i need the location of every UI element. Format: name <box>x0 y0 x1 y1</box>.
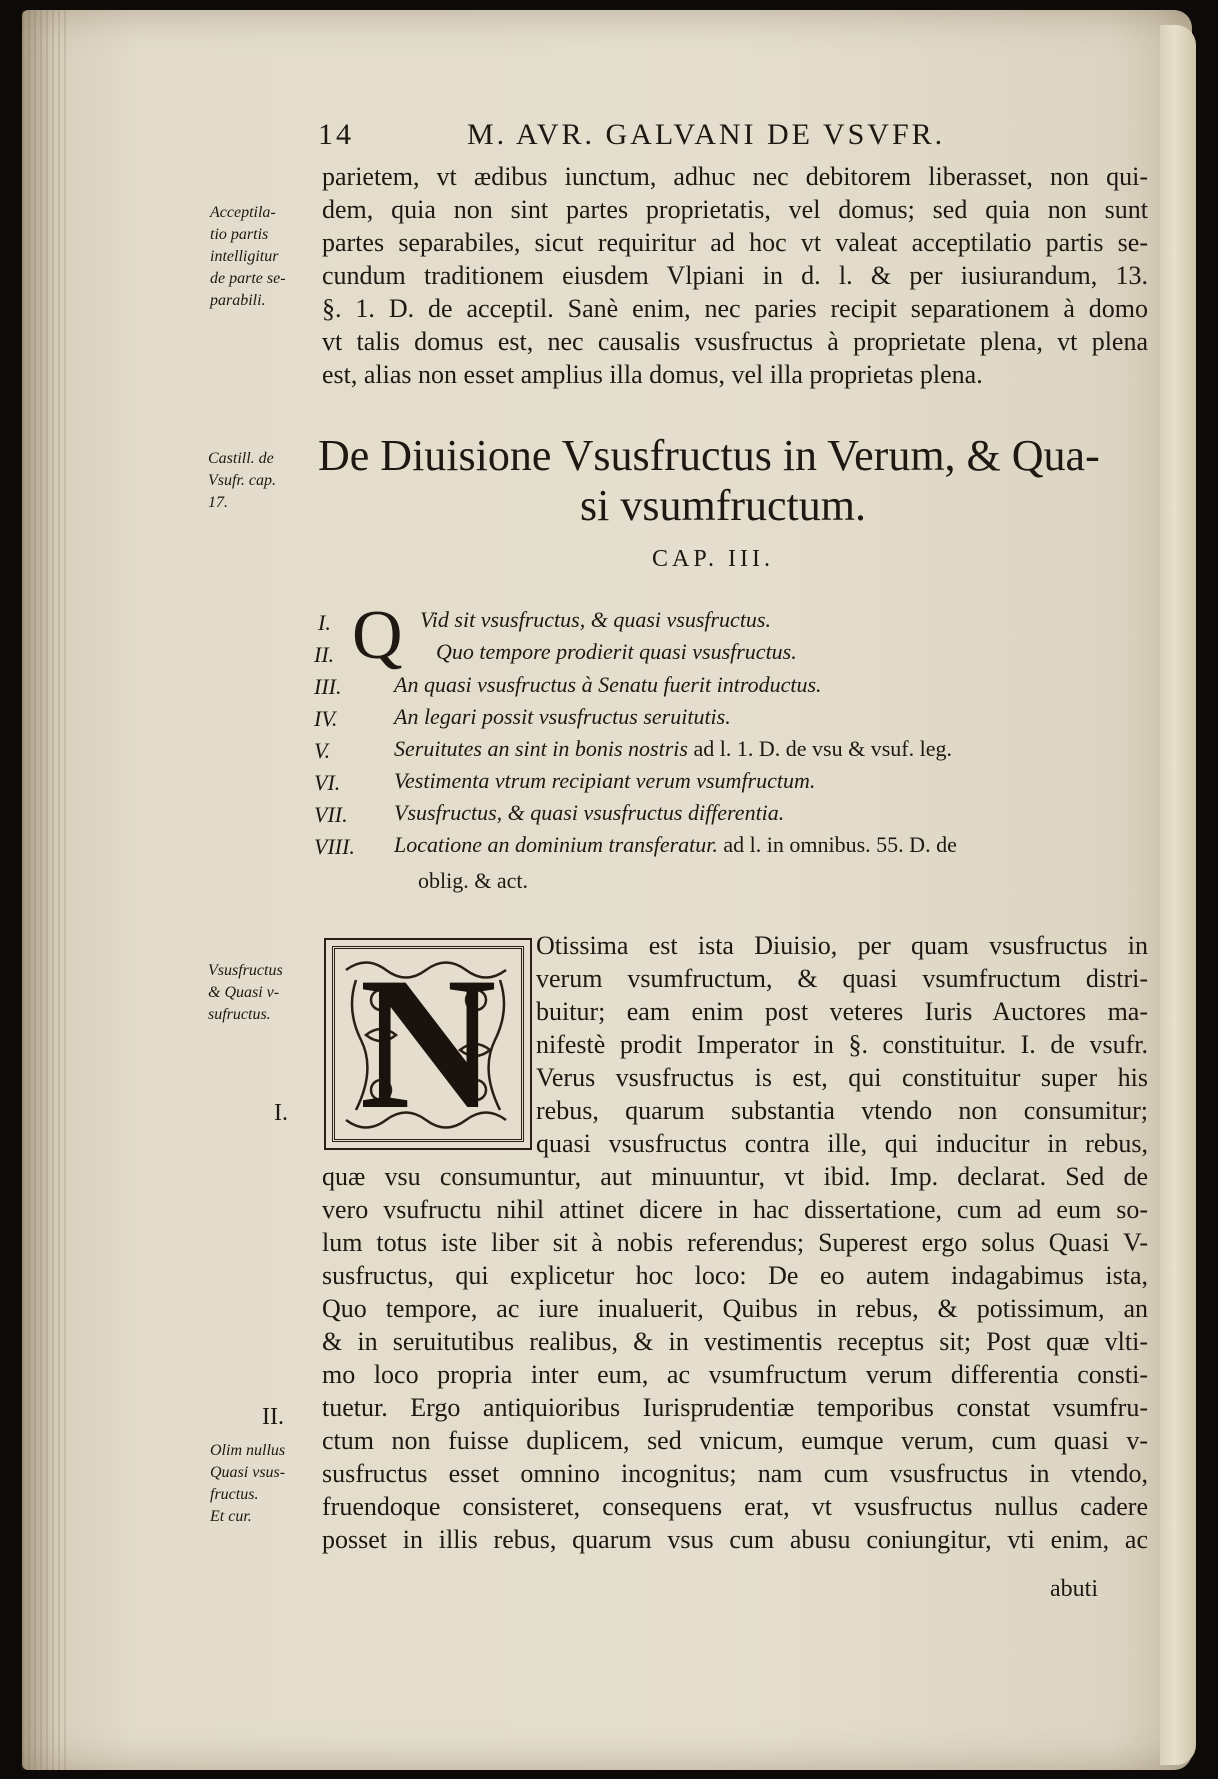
summary-number: VI. <box>314 770 341 795</box>
page-gutter <box>22 10 68 1770</box>
summary-item: Vid sit vsusfructus, & quasi vsusfructus. <box>420 607 771 632</box>
margin-note-line: sufructus. <box>208 1006 271 1023</box>
summary-item: Vestimenta vtrum recipiant verum vsumfructum. <box>394 768 816 793</box>
summary-item <box>394 832 957 858</box>
summary-number: V. <box>314 738 331 763</box>
summary-item <box>394 736 952 762</box>
text-line: mo loco propria inter eum, ac vsumfructum verum differentia consti- <box>322 1360 1148 1389</box>
summary-item-reference: ad l. in omnibus. 55. D. de <box>717 832 957 857</box>
margin-note-line: 17. <box>208 494 228 511</box>
text-line: verum vsumfructum, & quasi vsumfructum distri- <box>536 964 1148 993</box>
summary-item: Vsusfructus, & quasi vsusfructus differentia. <box>394 800 785 825</box>
text-line: posset in illis rebus, quarum vsus cum abusu coniungitur, vti enim, ac <box>322 1525 1148 1554</box>
text-line: vero vsufructu nihil attinet dicere in hac dissertatione, cum ad eum so- <box>322 1195 1148 1224</box>
chapter-title-line-1: De Diuisione Vsusfructus in Verum, & Qua- <box>318 431 1100 480</box>
decorated-initial <box>324 938 532 1150</box>
summary-item: An legari possit vsusfructus seruitutis. <box>394 704 731 729</box>
text-line: lum totus iste liber sit à nobis referendus; Superest ergo solus Quasi V- <box>322 1228 1148 1257</box>
margin-number: I. <box>274 1100 288 1126</box>
summary-item: An quasi vsusfructus à Senatu fuerit introductus. <box>394 672 822 697</box>
margin-note-castill <box>208 448 276 514</box>
summary-item-text: Locatione an dominium transferatur. <box>394 832 718 857</box>
margin-note-line: & Quasi v- <box>208 984 280 1001</box>
margin-note-line: Et cur. <box>210 1508 252 1525</box>
margin-note-line: de parte se- <box>210 270 286 287</box>
text-line: rebus, quarum substantia vtendo non consumitur; <box>536 1096 1148 1125</box>
summary-item-reference: ad l. 1. D. de vsu & vsuf. leg. <box>687 736 952 761</box>
summary-number: IV. <box>314 706 338 731</box>
text-line: §. 1. D. de acceptil. Sanè enim, nec paries recipit separationem à domo <box>322 294 1148 323</box>
margin-number: II. <box>262 1404 284 1430</box>
margin-note-line: intelligitur <box>210 248 279 265</box>
margin-note-line: tio partis <box>210 226 269 243</box>
summary-number: VIII. <box>314 834 355 859</box>
summary-item-text: Seruitutes an sint in bonis nostris <box>394 736 688 761</box>
chapter-number: CAP. III. <box>652 546 775 572</box>
text-line: Verus vsusfructus is est, qui constituitur super his <box>536 1063 1148 1092</box>
text-line: cundum traditionem eiusdem Vlpiani in d. l. & per iusiurandum, 13. <box>322 261 1148 290</box>
margin-note-line: Olim nullus <box>210 1442 286 1459</box>
top-paragraph <box>322 160 1148 391</box>
text-line: buitur; eam enim post veteres Iuris Auctores ma- <box>536 997 1148 1026</box>
text-line: vt talis domus est, nec causalis vsusfructus à proprietate plena, vt plena <box>322 327 1148 356</box>
text-line: Otissima est ista Diuisio, per quam vsusfructus in <box>536 931 1148 960</box>
text-line: fruendoque consisteret, consequens erat, vt vsusfructus nullus cadere <box>322 1492 1148 1521</box>
summary-item-continuation: oblig. & act. <box>418 868 528 893</box>
margin-note-line: parabili. <box>210 292 266 309</box>
summary-number: VII. <box>314 802 348 827</box>
text-line: susfructus esset omnino incognitus; nam cum vsusfructus in vtendo, <box>322 1459 1148 1488</box>
summary-item: Quo tempore prodierit quasi vsusfructus. <box>436 639 797 664</box>
margin-note-olim <box>210 1440 285 1528</box>
margin-note-vsusfructus <box>208 960 283 1026</box>
page-edge <box>1160 25 1196 1765</box>
text-line: quæ vsu consumuntur, aut minuuntur, vt ibid. Imp. declarat. Sed de <box>322 1162 1148 1191</box>
text-line: est, alias non esset amplius illa domus, vel illa proprietas plena. <box>322 360 983 389</box>
text-line: tuetur. Ergo antiquioribus Iurisprudentiæ temporibus constat vsumfru- <box>322 1393 1148 1422</box>
margin-note-line: Vsusfructus <box>208 962 283 979</box>
summary-drop-cap: Q <box>352 597 403 674</box>
text-line: quasi vsusfructus contra ille, qui inducitur in rebus, <box>536 1129 1148 1158</box>
summary-number: I. <box>318 610 331 635</box>
margin-note-acceptilatio <box>210 202 286 312</box>
text-line: partes separabiles, sicut requiritur ad hoc vt valeat acceptilatio partis se- <box>322 228 1148 257</box>
margin-note-line: fructus. <box>210 1486 259 1503</box>
text-line: nifestè prodit Imperator in §. constituitur. I. de vsufr. <box>536 1030 1148 1059</box>
text-line: ctum non fuisse duplicem, sed vnicum, eumque verum, cum quasi v- <box>322 1426 1148 1455</box>
summary-number: II. <box>314 642 335 667</box>
margin-note-line: Quasi vsus- <box>210 1464 286 1481</box>
text-line: parietem, vt ædibus iunctum, adhuc nec debitorem liberasset, non qui- <box>322 162 1148 191</box>
chapter-title-line-2: si vsumfructum. <box>580 481 866 530</box>
summary-number: III. <box>314 674 342 699</box>
text-line: dem, quia non sint partes proprietatis, vel domus; sed quia non sunt <box>322 195 1148 224</box>
initial-letter: N <box>359 939 497 1149</box>
page-number: 14 <box>318 118 354 151</box>
text-line: & in seruitutibus realibus, & in vestimentis receptus sit; Post quæ vlti- <box>322 1327 1148 1356</box>
body-paragraph-wide <box>322 1160 1148 1556</box>
text-line: susfructus, qui explicetur hoc loco: De eo autem indagabimus ista, <box>322 1261 1148 1290</box>
body-paragraph-narrow <box>536 929 1148 1160</box>
catchword: abuti <box>1050 1576 1098 1602</box>
text-line: Quo tempore, ac iure inualuerit, Quibus in rebus, & potissimum, an <box>322 1294 1148 1323</box>
margin-note-line: Castill. de <box>208 450 274 467</box>
margin-note-line: Vsufr. cap. <box>208 472 276 489</box>
margin-note-line: Acceptila- <box>210 204 276 221</box>
running-title: M. AVR. GALVANI DE VSVFR. <box>467 118 946 151</box>
